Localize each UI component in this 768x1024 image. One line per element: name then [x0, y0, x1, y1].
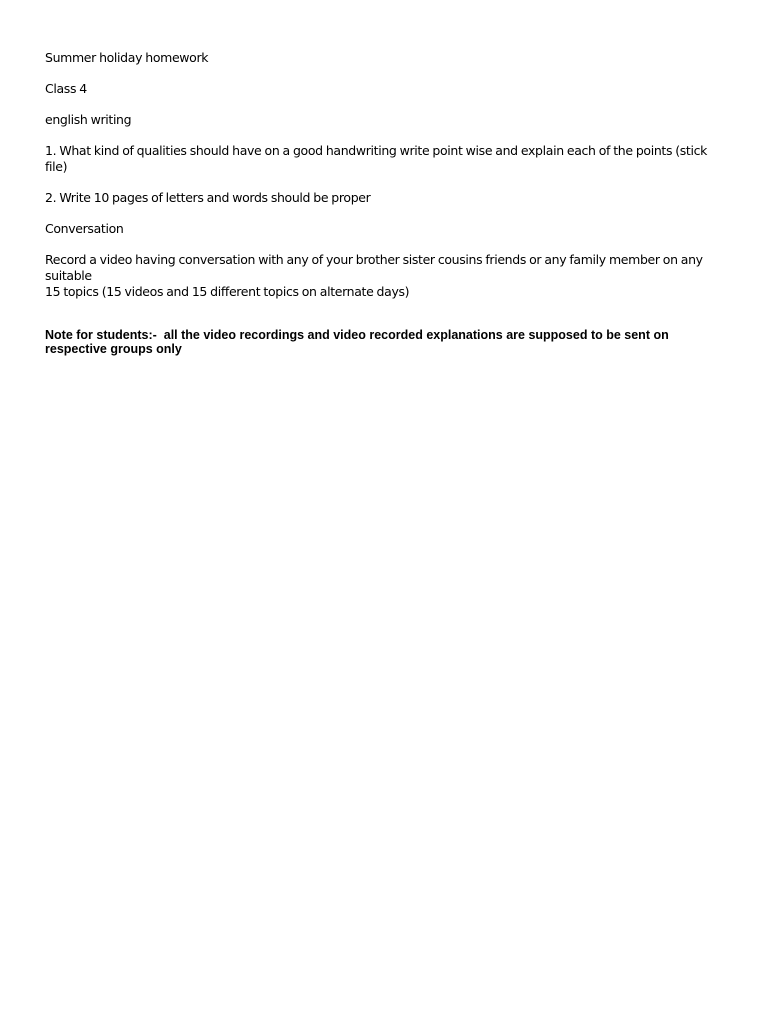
subject-label: english writing: [45, 112, 132, 127]
class-label: Class 4: [45, 81, 87, 96]
note-label: Note for students:-: [45, 328, 164, 342]
document-title: Summer holiday homework: [45, 50, 209, 65]
homework-item-2: 2. Write 10 pages of letters and words should be proper: [45, 190, 371, 205]
student-note: [45, 328, 725, 356]
section-heading: Conversation: [45, 221, 124, 236]
homework-item-1: 1. What kind of qualities should have on a good handwriting write point wise and explain each of the points (stick file): [45, 143, 708, 174]
document-content: [45, 50, 725, 356]
note-text-1: all the video recordings and video recorded explanations are supposed to be sent on: [163, 328, 669, 342]
conversation-line-1: Record a video having conversation with any of your brother sister cousins friends or any family member on any suitable: [45, 252, 703, 283]
note-text-2: respective groups only: [45, 342, 182, 356]
note-line-1: [45, 328, 725, 342]
conversation-line-2: 15 topics (15 videos and 15 different topics on alternate days): [45, 284, 410, 299]
conversation-instructions: [45, 252, 725, 300]
